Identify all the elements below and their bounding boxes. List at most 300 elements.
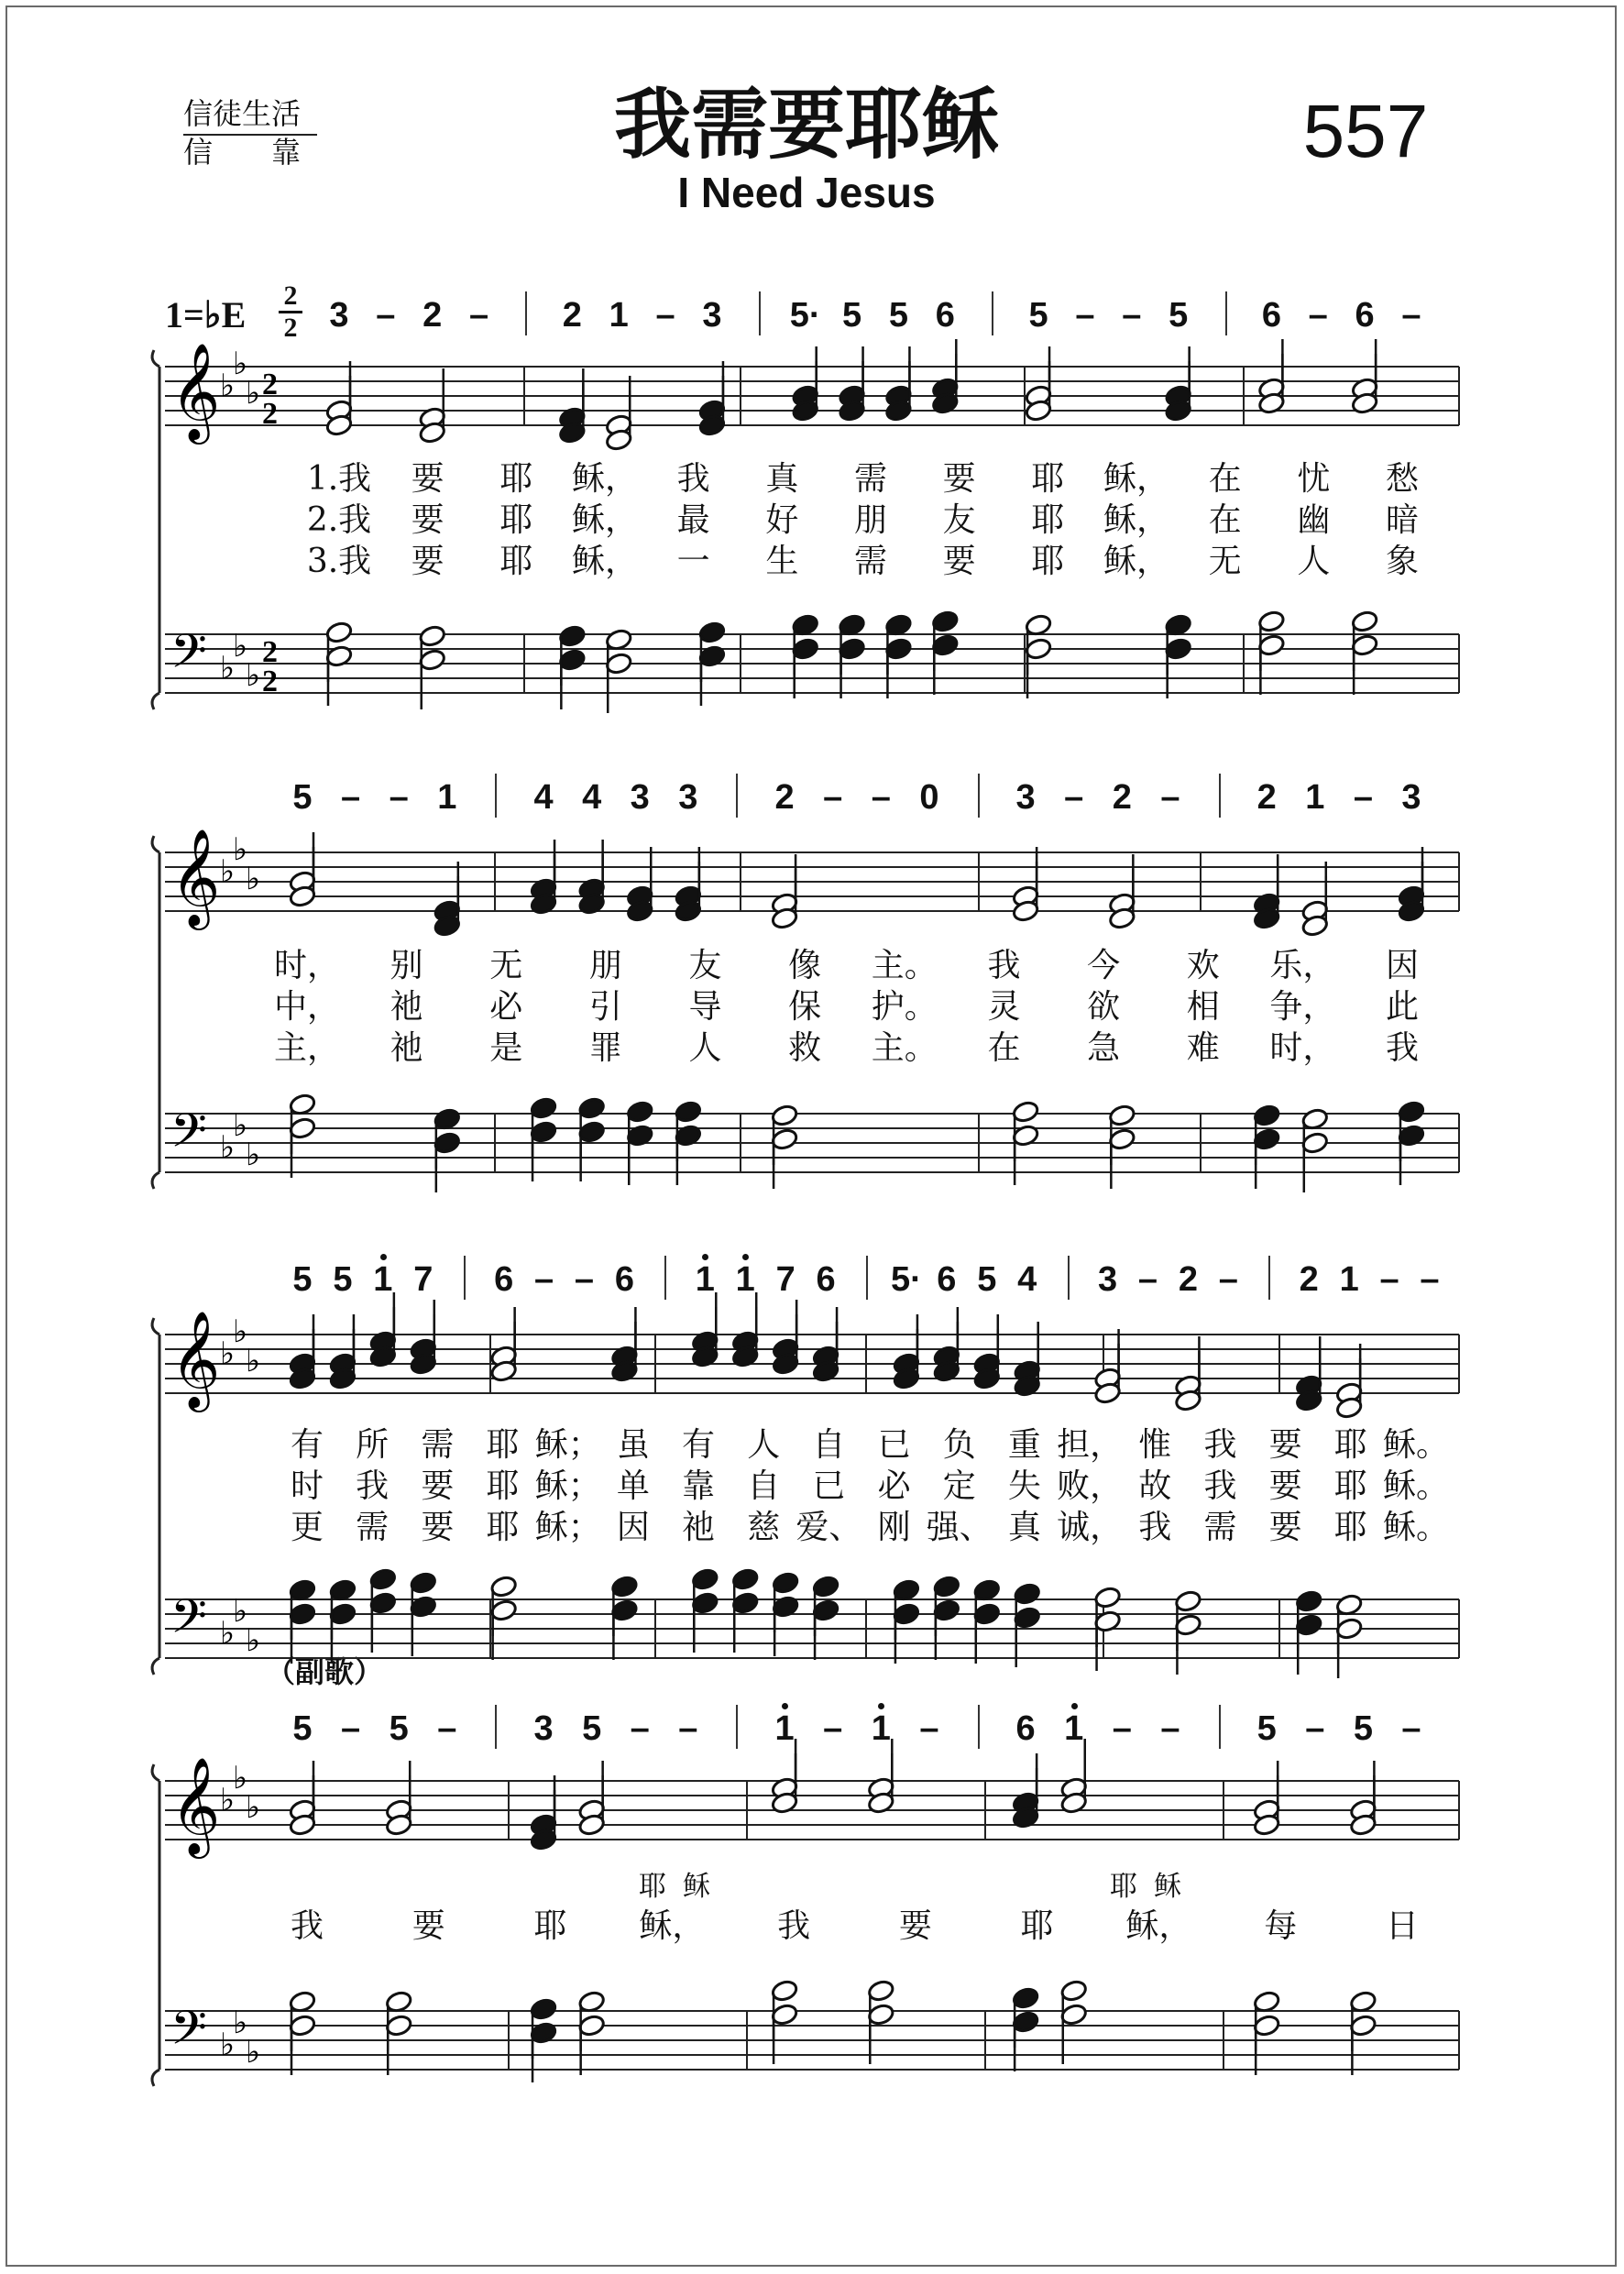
jianpu-note: – xyxy=(1305,1709,1325,1748)
flat-icon: ♭ xyxy=(246,1622,261,1659)
flat-icon: ♭ xyxy=(246,2034,261,2071)
lyric-syllable: 真 xyxy=(765,460,799,498)
jianpu-note: – xyxy=(1401,1709,1421,1748)
lyric-syllable: 人 xyxy=(1297,543,1331,580)
lyric-syllable: 因 xyxy=(616,1509,650,1546)
flat-icon: ♭ xyxy=(233,346,248,382)
jianpu-note: – xyxy=(1308,296,1328,335)
bass-notehead xyxy=(812,1575,840,1598)
lyric-syllable: 友 xyxy=(942,501,976,539)
bass-notehead xyxy=(369,1567,398,1591)
lyric-syllable: 自 xyxy=(747,1467,781,1505)
bass-notehead xyxy=(610,1575,639,1598)
lyric-syllable: 刚 xyxy=(877,1509,911,1546)
flat-icon: ♭ xyxy=(233,1593,248,1630)
bass-notehead xyxy=(1013,1582,1041,1606)
bass-notehead xyxy=(931,610,960,633)
flat-icon: ♭ xyxy=(246,1343,261,1379)
lyric-syllable: 要 xyxy=(1268,1509,1302,1546)
bass-notehead xyxy=(1108,1127,1136,1151)
category-label: 信徒生活 xyxy=(183,96,302,131)
lyric-syllable: 忧 xyxy=(1297,460,1331,498)
jianpu-note: – xyxy=(533,1260,554,1299)
lyric-syllable: 我 xyxy=(290,1907,324,1945)
lyric-syllable: 自 xyxy=(812,1426,846,1464)
lyric-syllable: 耶 xyxy=(486,1426,520,1464)
lyric-syllable: 护。 xyxy=(871,988,938,1026)
bass-notehead xyxy=(691,1567,719,1591)
lyric-syllable: 好 xyxy=(765,501,799,539)
bass-notehead xyxy=(409,1595,437,1619)
echo-lyric: 耶 xyxy=(1110,1871,1137,1903)
lyric-syllable: 时 xyxy=(290,1467,324,1505)
bass-notehead xyxy=(1351,610,1379,633)
bass-notehead xyxy=(698,621,727,644)
bass-notehead xyxy=(418,648,446,672)
lyric-syllable: 祂 xyxy=(390,988,423,1026)
bass-notehead xyxy=(1398,1124,1426,1148)
jianpu-note: – xyxy=(1137,1260,1158,1299)
lyric-syllable: 主。 xyxy=(871,947,938,984)
lyric-syllable: 要 xyxy=(1268,1467,1302,1505)
lyric-syllable: 单 xyxy=(616,1467,650,1505)
lyric-syllable: 稣。 xyxy=(1382,1509,1450,1546)
lyric-syllable: 要 xyxy=(411,543,444,580)
flat-icon: ♭ xyxy=(220,650,236,687)
time-signature-digit: 2 xyxy=(262,397,278,431)
lyric-syllable: 争， xyxy=(1269,988,1336,1026)
jianpu-note: 2 xyxy=(1112,778,1132,817)
lyric-syllable: 祂 xyxy=(682,1509,716,1546)
lyric-syllable: 耶 xyxy=(1333,1509,1367,1546)
jianpu-note: – xyxy=(1353,778,1373,817)
jianpu-note: – xyxy=(376,296,396,335)
bass-notehead xyxy=(791,637,819,661)
jianpu-note: 1 xyxy=(1339,1260,1359,1299)
lyric-syllable: 生 xyxy=(765,543,799,580)
lyric-syllable: 耶 xyxy=(1031,460,1065,498)
jianpu-note: – xyxy=(678,1709,698,1748)
jianpu-note: 3 xyxy=(678,778,698,817)
jianpu-note: 1 xyxy=(373,1260,393,1299)
lyric-syllable: 必 xyxy=(489,988,523,1026)
bass-notehead xyxy=(577,2014,606,2038)
lyric-syllable: 强、 xyxy=(926,1509,993,1546)
bass-notehead xyxy=(1093,1586,1122,1609)
bass-notehead xyxy=(1059,1979,1088,2003)
bass-notehead xyxy=(675,1124,703,1148)
lyric-syllable: 主， xyxy=(273,1029,341,1067)
bass-notehead xyxy=(1174,1613,1202,1637)
bass-notehead xyxy=(1253,1127,1281,1151)
bass-notehead xyxy=(577,1120,606,1144)
lyric-syllable: 稣， xyxy=(571,543,639,580)
bass-notehead xyxy=(530,1997,558,2021)
jianpu-note: 3 xyxy=(702,296,722,335)
bass-notehead xyxy=(433,1131,462,1155)
jianpu-note: 5 xyxy=(292,778,313,817)
lyric-syllable: 导 xyxy=(688,988,722,1026)
lyric-syllable: 别 xyxy=(390,947,423,984)
bass-notehead xyxy=(418,624,446,648)
lyric-syllable: 要 xyxy=(411,501,444,539)
bass-notehead xyxy=(812,1598,840,1622)
flat-icon: ♭ xyxy=(220,1129,236,1166)
lyric-syllable: 我 xyxy=(1385,1029,1420,1067)
bass-clef-icon: 𝄢 xyxy=(170,1103,207,1170)
lyric-syllable: 此 xyxy=(1385,988,1420,1026)
flat-icon: ♭ xyxy=(233,831,248,868)
jianpu-note: 4 xyxy=(533,778,554,817)
system-bracket-top xyxy=(152,1318,159,1335)
treble-clef-icon: 𝄞 xyxy=(170,1310,221,1408)
lyric-syllable: 耶 xyxy=(1031,501,1065,539)
lyric-syllable: 耶 xyxy=(1333,1467,1367,1505)
bass-notehead xyxy=(771,1979,799,2003)
bass-notehead xyxy=(558,648,587,672)
lyric-syllable: 愁 xyxy=(1385,460,1420,498)
lyric-syllable: 稣， xyxy=(639,1907,706,1945)
jianpu-note: – xyxy=(823,1709,843,1748)
bass-notehead xyxy=(1257,633,1286,657)
lyric-syllable: 有 xyxy=(290,1426,324,1464)
lyric-syllable: 日 xyxy=(1385,1907,1420,1945)
lyric-syllable: 无 xyxy=(489,947,523,984)
lyric-syllable: 引 xyxy=(588,988,622,1026)
jianpu-note: 3 xyxy=(630,778,650,817)
bass-notehead xyxy=(772,1595,800,1619)
jianpu-note: 6 xyxy=(935,296,955,335)
lyric-syllable: 负 xyxy=(942,1426,976,1464)
bass-notehead xyxy=(933,1575,961,1598)
bass-notehead xyxy=(289,1602,317,1626)
system-bracket-bottom xyxy=(152,1172,159,1189)
jianpu-note: 7 xyxy=(775,1260,796,1299)
flat-icon: ♭ xyxy=(220,2027,236,2063)
jianpu-note: – xyxy=(1379,1260,1399,1299)
lyric-syllable: 人 xyxy=(747,1426,781,1464)
lyric-syllable: 急 xyxy=(1087,1029,1121,1067)
lyric-syllable: 耶 xyxy=(486,1509,520,1546)
bass-notehead xyxy=(1093,1609,1122,1633)
bass-notehead xyxy=(1295,1613,1323,1637)
jianpu-note: 1 xyxy=(735,1260,755,1299)
jianpu-note: – xyxy=(437,1709,457,1748)
lyric-syllable: 更 xyxy=(290,1509,324,1546)
system-bracket-bottom xyxy=(152,693,159,709)
lyric-syllable: 耶 xyxy=(1031,543,1065,580)
jianpu-note: 2 xyxy=(562,296,582,335)
lyric-syllable: 欢 xyxy=(1186,947,1220,984)
bass-notehead xyxy=(530,1120,558,1144)
bass-notehead xyxy=(1012,1986,1040,2010)
lyric-syllable: 要 xyxy=(411,1907,445,1945)
flat-icon: ♭ xyxy=(220,1335,236,1372)
jianpu-note: – xyxy=(1420,1260,1440,1299)
lyric-syllable: 故 xyxy=(1138,1467,1172,1505)
flat-icon: ♭ xyxy=(220,853,236,890)
lyric-syllable: 稣， xyxy=(1103,501,1170,539)
jianpu-note: 5 xyxy=(841,296,862,335)
lyric-syllable: 朋 xyxy=(853,501,888,539)
jianpu-note: 5 xyxy=(1169,296,1189,335)
flat-icon: ♭ xyxy=(233,1760,248,1796)
jianpu-note: 2 xyxy=(1178,1260,1198,1299)
lyric-syllable: 幽 xyxy=(1297,501,1331,539)
bass-notehead xyxy=(325,644,354,668)
lyric-syllable: 2.我 xyxy=(306,501,372,539)
lyric-syllable: 最 xyxy=(676,501,710,539)
jianpu-note: – xyxy=(871,778,891,817)
lyric-syllable: 耶 xyxy=(499,501,533,539)
jianpu-note: 5 xyxy=(389,1709,409,1748)
lyric-syllable: 每 xyxy=(1264,1907,1298,1945)
lyric-syllable: 稣， xyxy=(571,501,639,539)
lyric-syllable: 灵 xyxy=(987,988,1021,1026)
bass-notehead xyxy=(771,1104,799,1127)
flat-icon: ♭ xyxy=(233,628,248,665)
jianpu-note: 6 xyxy=(816,1260,836,1299)
lyric-syllable: 靠 xyxy=(682,1467,716,1505)
jianpu-note: 2 xyxy=(1256,778,1277,817)
bass-clef-icon: 𝄢 xyxy=(170,1588,207,1655)
system-bracket-top xyxy=(152,836,159,852)
jianpu-note: – xyxy=(574,1260,595,1299)
bass-notehead xyxy=(329,1602,357,1626)
jianpu-note: – xyxy=(341,778,361,817)
bass-notehead xyxy=(1398,1100,1426,1124)
lyric-syllable: 重 xyxy=(1007,1426,1041,1464)
jianpu-note: 6 xyxy=(937,1260,957,1299)
bass-notehead xyxy=(838,637,866,661)
jianpu-note: – xyxy=(1122,296,1142,335)
lyric-syllable: 耶 xyxy=(499,460,533,498)
time-signature-bottom: 2 xyxy=(283,313,298,343)
bass-notehead xyxy=(1012,1124,1040,1148)
bass-notehead xyxy=(1300,1131,1329,1155)
jianpu-note: 5 xyxy=(1256,1709,1277,1748)
lyric-syllable: 需 xyxy=(1203,1509,1237,1546)
jianpu-note: 1 xyxy=(609,296,629,335)
hymn-number: 557 xyxy=(1302,90,1429,173)
lyric-syllable: 我 xyxy=(1203,1467,1237,1505)
bass-notehead xyxy=(731,1591,760,1615)
lyric-syllable: 要 xyxy=(421,1467,455,1505)
lyric-syllable: 保 xyxy=(788,988,822,1026)
bass-notehead xyxy=(675,1100,703,1124)
bass-notehead xyxy=(626,1124,654,1148)
jianpu-note: 1 xyxy=(774,1709,795,1748)
jianpu-note: – xyxy=(919,1709,939,1748)
jianpu-note: 6 xyxy=(1261,296,1281,335)
jianpu-note: – xyxy=(655,296,675,335)
jianpu-note: 5 xyxy=(977,1260,997,1299)
jianpu-note: 6 xyxy=(1355,296,1375,335)
lyric-syllable: 我 xyxy=(676,460,710,498)
bass-notehead xyxy=(489,1598,518,1622)
bass-notehead xyxy=(1349,2014,1377,2038)
lyric-syllable: 我 xyxy=(1203,1426,1237,1464)
lyric-syllable: 耶 xyxy=(486,1467,520,1505)
time-signature-top: 2 xyxy=(283,280,298,311)
lyric-syllable: 在 xyxy=(1208,460,1242,498)
lyric-syllable: 主。 xyxy=(871,1029,938,1067)
lyric-syllable: 在 xyxy=(987,1029,1021,1067)
time-signature-digit: 2 xyxy=(262,665,278,698)
lyric-syllable: 慈 xyxy=(747,1509,781,1546)
lyric-syllable: 虽 xyxy=(616,1426,650,1464)
jianpu-note: – xyxy=(341,1709,361,1748)
jianpu-note: 5 xyxy=(1353,1709,1373,1748)
jianpu-note: 5 xyxy=(888,296,908,335)
bass-notehead xyxy=(731,1567,760,1591)
jianpu-note: 1 xyxy=(695,1260,715,1299)
lyric-syllable: 要 xyxy=(898,1907,932,1945)
lyric-syllable: 一 xyxy=(676,543,710,580)
system-bracket-top xyxy=(152,350,159,367)
lyric-syllable: 稣。 xyxy=(1382,1467,1450,1505)
bass-notehead xyxy=(289,2014,317,2038)
bass-notehead xyxy=(1257,610,1286,633)
jianpu-note: – xyxy=(469,296,489,335)
lyric-syllable: 相 xyxy=(1186,988,1220,1026)
bass-notehead xyxy=(698,644,727,668)
bass-notehead xyxy=(1059,2003,1088,2027)
lyric-syllable: 救 xyxy=(788,1029,822,1067)
lyric-syllable: 中， xyxy=(273,988,341,1026)
lyric-syllable: 要 xyxy=(411,460,444,498)
bass-clef-icon: 𝄢 xyxy=(170,2000,207,2067)
lyric-syllable: 友 xyxy=(688,947,722,984)
lyric-syllable: 时， xyxy=(1269,1029,1336,1067)
treble-clef-icon: 𝄞 xyxy=(170,1756,221,1854)
jianpu-note: 0 xyxy=(919,778,939,817)
jianpu-note: 2 xyxy=(1299,1260,1319,1299)
jianpu-note: – xyxy=(1112,1709,1132,1748)
lyric-syllable: 我 xyxy=(1138,1509,1172,1546)
bass-notehead xyxy=(325,621,354,644)
jianpu-note: – xyxy=(823,778,843,817)
bass-notehead xyxy=(369,1591,398,1615)
jianpu-note: 1 xyxy=(1064,1709,1084,1748)
lyric-syllable: 定 xyxy=(942,1467,976,1505)
bass-notehead xyxy=(558,624,587,648)
jianpu-note: – xyxy=(1160,1709,1180,1748)
echo-lyric: 耶 xyxy=(639,1871,666,1903)
lyric-syllable: 要 xyxy=(942,543,976,580)
jianpu-note: – xyxy=(1064,778,1084,817)
key-signature: 1=♭E xyxy=(165,294,247,335)
lyric-syllable: 稣， xyxy=(1103,460,1170,498)
bass-notehead xyxy=(771,1127,799,1151)
bass-notehead xyxy=(605,652,633,676)
flat-icon: ♭ xyxy=(233,2005,248,2041)
bass-notehead xyxy=(489,1575,518,1598)
lyric-syllable: 耶 xyxy=(1020,1907,1054,1945)
lyric-syllable: 祂 xyxy=(390,1029,423,1067)
lyric-syllable: 已 xyxy=(877,1426,911,1464)
jianpu-note: 6 xyxy=(614,1260,634,1299)
lyric-syllable: 失 xyxy=(1007,1467,1041,1505)
jianpu-note: 5· xyxy=(891,1260,922,1299)
flat-icon: ♭ xyxy=(246,1789,261,1826)
time-signature-digit: 2 xyxy=(262,368,278,401)
bass-notehead xyxy=(289,1116,317,1140)
flat-icon: ♭ xyxy=(246,1137,261,1173)
flat-icon: ♭ xyxy=(220,1615,236,1652)
bass-notehead xyxy=(1012,2010,1040,2034)
lyric-syllable: 时， xyxy=(273,947,341,984)
lyric-syllable: 是 xyxy=(489,1029,523,1067)
bass-notehead xyxy=(1164,637,1192,661)
bass-notehead xyxy=(691,1591,719,1615)
lyric-syllable: 要 xyxy=(942,460,976,498)
lyric-syllable: 耶 xyxy=(499,543,533,580)
jianpu-note: – xyxy=(1075,296,1095,335)
lyric-syllable: 要 xyxy=(421,1509,455,1546)
jianpu-note: 6 xyxy=(1015,1709,1036,1748)
treble-clef-icon: 𝄞 xyxy=(170,828,221,926)
flat-icon: ♭ xyxy=(220,1782,236,1818)
lyric-syllable: 需 xyxy=(421,1426,455,1464)
flat-icon: ♭ xyxy=(246,657,261,694)
jianpu-note: 5· xyxy=(789,296,821,335)
bass-notehead xyxy=(1295,1589,1323,1613)
bass-notehead xyxy=(1351,633,1379,657)
system-bracket-top xyxy=(152,1764,159,1781)
bass-notehead xyxy=(626,1100,654,1124)
jianpu-note: 5 xyxy=(582,1709,602,1748)
lyric-syllable: 朋 xyxy=(588,947,622,984)
jianpu-note: – xyxy=(630,1709,650,1748)
lyric-syllable: 我 xyxy=(987,947,1021,984)
jianpu-note: – xyxy=(389,778,409,817)
lyric-syllable: 象 xyxy=(1385,543,1420,580)
bass-notehead xyxy=(530,1096,558,1120)
lyric-syllable: 所 xyxy=(356,1426,390,1464)
flat-icon: ♭ xyxy=(220,368,236,404)
bass-notehead xyxy=(1174,1589,1202,1613)
lyric-syllable: 罪 xyxy=(588,1029,622,1067)
bass-notehead xyxy=(893,1602,921,1626)
jianpu-note: 3 xyxy=(1015,778,1036,817)
jianpu-note: 3 xyxy=(1097,1260,1118,1299)
bass-notehead xyxy=(1253,2014,1281,2038)
bass-clef-icon: 𝄢 xyxy=(170,623,207,690)
lyric-syllable: 稣； xyxy=(534,1509,601,1546)
bass-notehead xyxy=(884,637,913,661)
lyric-syllable: 爱、 xyxy=(796,1509,862,1546)
jianpu-note: 7 xyxy=(413,1260,433,1299)
lyric-syllable: 需 xyxy=(853,460,888,498)
jianpu-note: 4 xyxy=(1017,1260,1037,1299)
bass-notehead xyxy=(867,2003,895,2027)
treble-clef-icon: 𝄞 xyxy=(170,342,221,440)
system-bracket-bottom xyxy=(152,2070,159,2086)
jianpu-note: 1 xyxy=(871,1709,891,1748)
lyric-syllable: 需 xyxy=(356,1509,390,1546)
echo-lyric: 稣 xyxy=(1154,1871,1181,1903)
bass-notehead xyxy=(1012,1100,1040,1124)
lyric-syllable: 败， xyxy=(1057,1467,1124,1505)
lyric-syllable: 因 xyxy=(1385,947,1420,984)
bass-notehead xyxy=(1013,1606,1041,1630)
lyric-syllable: 我 xyxy=(777,1907,811,1945)
jianpu-note: 5 xyxy=(292,1709,313,1748)
lyric-syllable: 暗 xyxy=(1385,501,1420,539)
jianpu-note: 2 xyxy=(422,296,443,335)
chorus-label: （副歌） xyxy=(266,1654,384,1689)
